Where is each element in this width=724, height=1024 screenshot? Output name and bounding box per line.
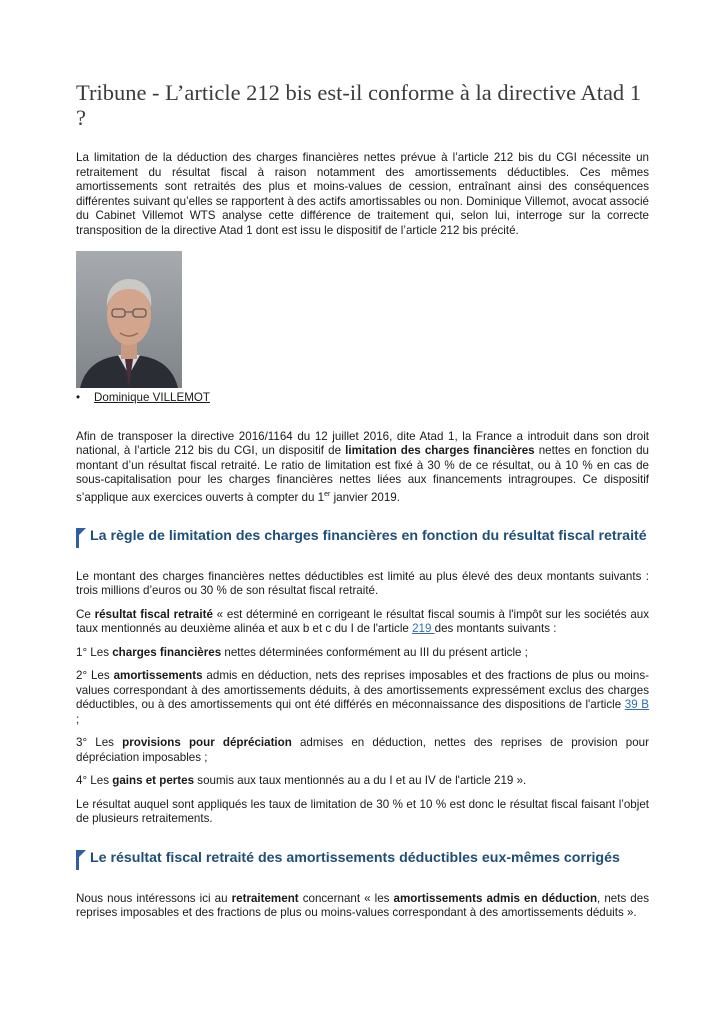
list-item-3: 3° Les provisions pour dépréciation admises en déduction, nettes des reprises de provision pour dépréciation imposables ; bbox=[76, 736, 649, 764]
corner-marker-icon bbox=[76, 850, 86, 870]
list-item-4: 4° Les gains et pertes soumis aux taux mentionnés au a du I et au IV de l'article 219 ». bbox=[76, 774, 527, 788]
paragraph-transposition: Afin de transposer la directive 2016/1164 du 12 juillet 2016, dite Atad 1, la France a introduit dans son droit national, à l’article 212 bis du CGI, un dispositif de limitation des charges financières nettes en fonction du montant d’un résultat fiscal retraité. Le ratio de limitation est fixé à 30 % de ce résultat, ou à 10 % en cas de sous-capitalisation pour les charges financières nettes liées aux financements intragroupes. Ce dispositif s’applique aux exercices ouverts à compter du 1er janvier 2019. bbox=[76, 429, 649, 504]
paragraph-retraitement: Nous nous intéressons ici au retraitement concernant « les amortissements admis en déduction, nets des reprises imposables et des fractions de plus ou moins-values correspondant à des amortissements déduits ». bbox=[76, 891, 649, 920]
section-title-1: La règle de limitation des charges financières en fonction du résultat fiscal retraité bbox=[90, 527, 647, 544]
section-heading-1 bbox=[76, 528, 649, 545]
article-219-link[interactable]: 219 bbox=[412, 622, 435, 636]
paragraph-resultat-fiscal: Ce résultat fiscal retraité « est déterminé en corrigeant le résultat fiscal soumis à l'impôt sur les sociétés aux taux mentionnés au deuxième alinéa et aux b et c du I de l'article 219 des montants suivants : bbox=[76, 607, 650, 636]
paragraph-conclusion: Le résultat auquel sont appliqués les taux de limitation de 30 % et 10 % est donc le résultat fiscal faisant l’objet de plusieurs retraitements. bbox=[76, 797, 649, 826]
article-39b-link[interactable]: 39 B bbox=[624, 698, 649, 712]
list-item-2: 2° Les amortissements admis en déduction, nets des reprises imposables et des fractions de plus ou moins-values correspondant à des amortissements déduits, à des amortissements expressément exclus des charges déductibles, ou à des amortissements qui ont été différés en méconnaissance des dispositions de l'article 39 B ; bbox=[76, 669, 649, 726]
corner-marker-icon bbox=[76, 528, 86, 548]
author-photo bbox=[76, 251, 182, 388]
photo-caption-list bbox=[76, 391, 649, 406]
photo-caption-item bbox=[76, 391, 649, 406]
list-item-1: 1° Les charges financières nettes déterminées conformément au III du présent article ; bbox=[76, 645, 528, 659]
section-heading-2 bbox=[76, 850, 649, 867]
intro-paragraph: La limitation de la déduction des charges financières nettes prévue à l’article 212 bis du CGI nécessite un retraitement du résultat fiscal à raison notamment des amortissements déductibles. Ces mêmes amortissements sont retraités des plus et moins-values de cession, entraînant ainsi des conséquences différentes suivant qu’elles se rapportent à des actifs amortissables ou non. Dominique Villemot, avocat associé du Cabinet Villemot WTS analyse cette différence de traitement qui, selon lui, interroge sur la correcte transposition de la directive Atad 1 dont est issu le dispositif de l’article 212 bis précité. bbox=[76, 151, 649, 237]
section-title-2: Le résultat fiscal retraité des amortissements déductibles eux-mêmes corrigés bbox=[90, 849, 620, 866]
page-title: Tribune - L’article 212 bis est-il conforme à la directive Atad 1 ? bbox=[76, 80, 642, 130]
article bbox=[76, 80, 649, 921]
photo-caption[interactable]: Dominique VILLEMOT bbox=[94, 391, 210, 404]
paragraph-deductible-amount: Le montant des charges financières nettes déductibles est limité au plus élevé des deux montants suivants : trois millions d’euros ou 30 % de son résultat fiscal retraité. bbox=[76, 569, 649, 598]
